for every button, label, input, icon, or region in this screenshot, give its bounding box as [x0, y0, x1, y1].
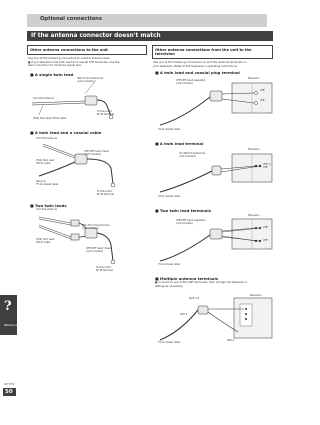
- twin-coax-label: To this unit's RF IN terminal: [97, 190, 115, 196]
- two-twin-label: VHF/UHF band mixer (not included): [86, 247, 111, 253]
- question-mark-icon: ?: [4, 299, 12, 314]
- two-term-title: ■ Two twin lead terminals: [155, 208, 211, 213]
- page-title: If the antenna connector doesn't match: [31, 32, 161, 39]
- left-intro: Use one of the following connectors to suit the antenna lead. ● If you television has both lead and coaxial VHF terminals, use the lead connection to minimize signal loss.: [28, 56, 120, 68]
- page-number: 50: [5, 389, 13, 395]
- two-term-label: Television: [248, 214, 260, 217]
- left-box-title: Other antenna connections to the unit: [27, 45, 147, 55]
- twin-term-label: Television: [248, 148, 260, 151]
- twin-term-label: VHF or UHF: [263, 163, 272, 169]
- twin-coax-plug-label: 75 Ω coaxial cable: [158, 128, 181, 131]
- single-twin-label: (Flat) Twin lead 300 Ω cable: [33, 117, 67, 120]
- multi-label: Split coil: [189, 297, 200, 300]
- twin-coax-title: ■ A twin lead and a coaxial cable: [30, 130, 102, 135]
- multi-label: 75 Ω coaxial cable: [158, 341, 181, 344]
- multi-note: ● Connect to one of the ANT terminals, then change the television's setting as necessary.: [155, 280, 248, 288]
- multi-label: Television: [250, 294, 262, 297]
- single-twin-label: To this unit's RF IN terminal: [97, 110, 115, 116]
- document-code: RQT7758: [4, 383, 15, 386]
- twin-coax-label: from the antenna: [36, 137, 57, 140]
- single-twin-label: from the antenna: [33, 97, 54, 100]
- twin-coax-diagram: [27, 140, 147, 200]
- multi-title: ■ Multiple antenna terminals: [155, 276, 219, 281]
- two-twin-label: from the antenna: [36, 208, 57, 211]
- two-twin-label: (Flat) Twin lead 300 Ω cable: [36, 238, 55, 244]
- two-term-label: 75 Ω coaxial cable: [158, 263, 181, 266]
- single-twin-label: 300–75 Ω transformer (not included): [77, 77, 104, 83]
- two-twin-label: To this unit's RF IN terminal: [96, 266, 114, 272]
- twin-coax-plug-label: Television: [248, 77, 260, 80]
- twin-coax-plug-title: ■ A twin lead and coaxial plug terminal: [155, 70, 240, 75]
- multi-label: ANT 2: [227, 339, 235, 342]
- twin-coax-label: (Round) 75 Ω coaxial cable: [36, 180, 59, 186]
- twin-term-label: 75 Ω coaxial cable: [158, 195, 181, 198]
- twin-term-label: 75–300 Ω transformer (not included): [179, 152, 206, 158]
- single-twin-title: ■ A single twin lead: [30, 72, 74, 77]
- two-twin-label: 300–75 Ω transformers (not included): [82, 224, 110, 230]
- two-twin-title: ■ Two twin leads: [30, 203, 67, 208]
- two-term-label: VHF/UHF band separator (not included): [176, 219, 206, 225]
- twin-coax-label: VHF/UHF band mixer (not included): [84, 150, 109, 156]
- twin-term-title: ■ A twin lead terminal: [155, 141, 204, 146]
- twin-coax-plug-label: VHF/UHF band separator (not included): [176, 79, 206, 85]
- twin-coax-plug-label: VHF: [260, 99, 265, 102]
- right-intro: Use one of the following connections to suit the antenna terminals on your television. Refer to the television's operating instructions.: [153, 60, 247, 68]
- right-box-title: [152, 45, 273, 59]
- two-term-label: UHF: [263, 226, 268, 229]
- multi-label: ANT 1: [180, 313, 188, 316]
- twin-coax-plug-diagram: [152, 75, 273, 135]
- twin-coax-label: (Flat) Twin lead 300 Ω cable: [36, 159, 55, 165]
- reference-tab-label: Reference: [4, 324, 18, 327]
- twin-coax-plug-label: UHF: [260, 89, 265, 92]
- right-box-title-text: Other antenna connections from the unit to the television: [155, 47, 252, 56]
- section-header: Optional connections: [40, 16, 102, 22]
- two-term-label: VHF: [263, 239, 268, 242]
- twin-term-diagram: [152, 146, 273, 202]
